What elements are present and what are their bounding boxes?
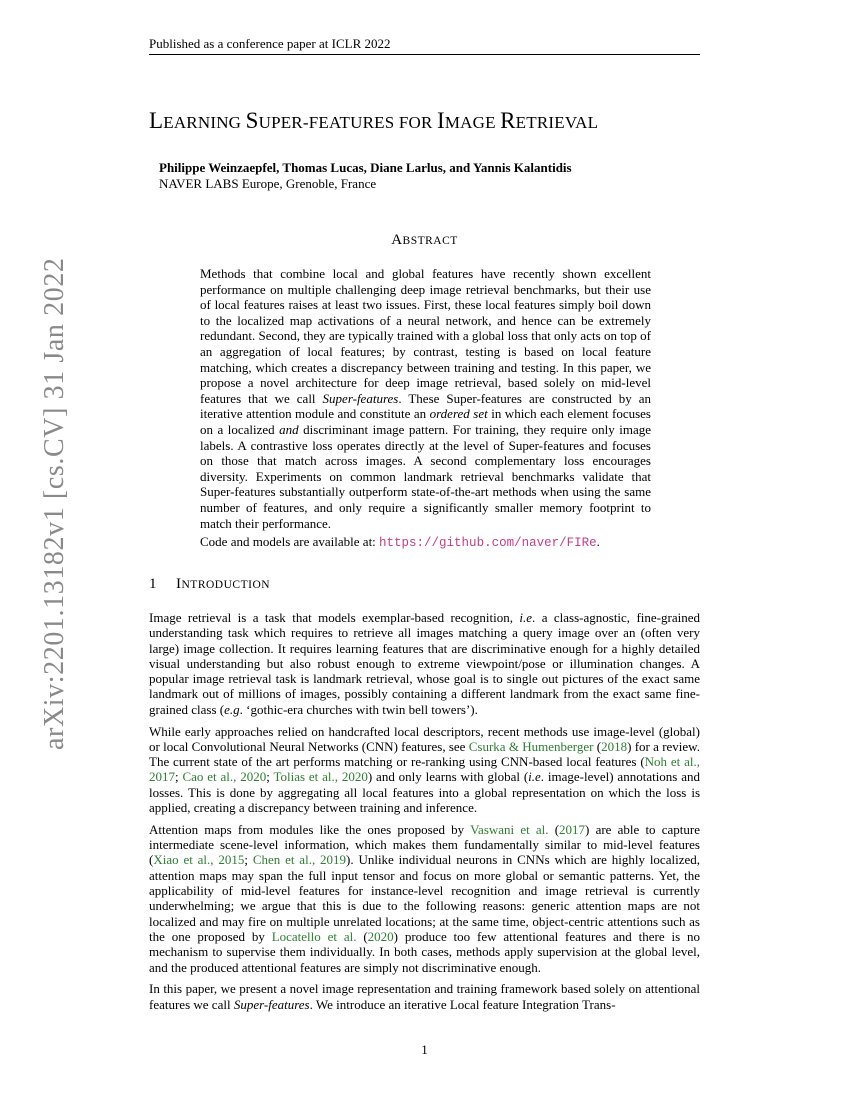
arxiv-stamp: arXiv:2201.13182v1 [cs.CV] 31 Jan 2022 [39,257,70,750]
abstract-heading-cap: A [391,232,403,248]
abstract-text [200,266,651,531]
emphasis: i.e [519,610,533,625]
abstract-emphasis: and [279,421,299,437]
text-run: In this paper, we present a novel image representation and training framework based solely on attentional features we call [149,981,700,1012]
section-title-cap: I [176,576,182,592]
text-run: . We introduce an iterative Local feature Integration Trans- [309,996,616,1012]
title-small: ETRIEVAL [515,113,599,132]
paragraph [149,981,700,1012]
citation-link[interactable]: 2020 [367,928,394,944]
emphasis: e.g [224,701,240,717]
text-run: are able to capture intermediate scene-level information, which makes them fundamentally similar to mid-level features ( [149,821,700,868]
text-run: While early approaches relied on handcrafted local descriptors, recent methods use image-level (global) or local Convolutional Neural Networks (CNN) features, see [149,723,700,754]
abstract-body [200,266,651,552]
paper-title [149,106,709,138]
text-run: . a class-agnostic, fine-grained understanding task which requires to retrieve all images matching a query image over an (often very large) image collection. It requires learning features that are discriminative enough for a highly detailed visual understanding but also robust enough to extreme viewpoint/pose or illumination changes. A popular image retrieval task is landmark retrieval, whose goal is to single out pictures of the exact same landmark out of millions of images, possibly containing a different landmark from the exact same fine-grained class ( [149,610,700,717]
author-affiliation: NAVER LABS Europe, Grenoble, France [159,176,377,191]
abstract-heading-small: BSTRACT [402,235,458,247]
citation-link[interactable]: Xiao et al., 2015 [153,852,245,868]
citation-link[interactable]: Csurka & Humenberger [468,738,594,754]
section-title-small: NTRODUCTION [181,579,271,591]
paragraph: Attention maps from modules like the ones proposed by Vaswani et al. (2017) are able to capture intermediate scene-level information, which makes them fundamentally similar to mid-level features (Xiao et al., 2015; Chen et al., 2019). Unlike individual neurons in CNNs which are highly localized, attention maps may span the full input tensor and focus on more global or semantic patterns. Yet, the applicability of mid-level features for instance-level recognition and image retrieval is currently underwhelming; we argue that this is due to the following reasons: generic attention maps are not localized and may fire on multiple unrelated locations; at the same time, object-centric attentions such as the one proposed by Locatello et al. (2020) produce too few attentional features and there is no mechanism to supervise them individually. In both cases, methods apply supervision at the global level, and the produced attentional features are simply not discriminative enough. [149,821,700,975]
text-run: ) and only learns with global ( [367,769,529,785]
abstract-emphasis: ordered set [429,406,488,422]
title-cap: L [149,108,164,133]
code-prefix: Code and models are available at: [200,534,380,550]
title-cap: S [245,108,259,133]
citation-link[interactable]: Tolias et al., 2020 [273,769,368,785]
citation-link[interactable]: Vaswani et al. [470,821,549,837]
emphasis: Super-features [233,996,310,1012]
paragraph [149,610,700,717]
abstract-text-run: in which each element focuses on a localized [200,406,651,437]
text-run: Attention maps from modules like the ones proposed by [149,821,471,837]
abstract-emphasis: Super-features [322,390,399,406]
section-number: 1 [149,576,157,592]
code-link[interactable]: https://github.com/naver/FIRe [379,536,597,551]
text-run: Image retrieval is a task that models exemplar-based recognition, [149,610,520,625]
citation-link[interactable]: 2017 [559,821,586,837]
citation-link[interactable]: Chen et al., 2019 [252,852,347,868]
emphasis: i.e [528,769,541,785]
code-suffix: . [596,534,600,550]
title-small: EARNING [163,113,246,132]
citation-link[interactable]: Cao et al., 2020 [182,769,267,785]
text-run: . image-level) annotations and losses. This is done by aggregating all local features into a global representation on which the loss is applied, creating a discrepancy between training and inference. [149,769,700,816]
text-run: . ‘gothic-era churches with twin bell towers’). [239,701,478,717]
intro-body [149,610,700,1018]
code-availability [200,534,651,552]
abstract-heading [149,231,700,250]
abstract-text-run: . These Super-features are constructed by an iterative attention module and constitute an [200,390,651,422]
author-names: Philippe Weinzaepfel, Thomas Lucas, Diane Larlus, and Yannis Kalantidis [159,160,572,175]
title-small: MAGE [444,113,501,132]
abstract-text-run: discriminant image pattern. For training, they require only image labels. A contrastive loss operates directly at the level of Super-features and focuses on those that match across images. A second complementary loss encourages diversity. Experiments on common landmark retrieval benchmarks validate that Super-features substantially outperform state-of-the-art methods when using the same number of features, and only require a significantly smaller memory footprint to match their performance. [200,421,652,531]
title-cap: I [436,108,445,133]
citation-link[interactable]: 2018 [601,738,628,754]
abstract-text-run: Methods that combine local and global features have recently shown excellent performance on multiple challenging deep image retrieval benchmarks, but their use of local features raises at least two issues. First, these local features simply boil down to the localized map activations of a neural network, and hence can be extremely redundant. Second, they are typically trained with a global loss that only acts on top of an aggregation of local features; by contrast, testing is based on local feature matching, which creates a discrepancy between training and testing. In this paper, we propose a novel architecture for deep image retrieval, based solely on mid-level features that we call [200,266,651,406]
title-small: UPER-FEATURES FOR [258,113,437,132]
text-run: produce too few attentional features and there is no mechanism to supervise them individually. In both cases, methods apply supervision at the global level, and the produced attentional features are simply not discriminative enough. [149,928,700,975]
page-number: 1 [421,1042,428,1057]
paragraph: While early approaches relied on handcrafted local descriptors, recent methods use image-level (global) or local Convolutional Neural Networks (CNN) features, see Csurka & Humenberger (2018) for a review. The current state of the art performs matching or re-ranking using CNN-based local features (Noh et al., 2017; Cao et al., 2020; Tolias et al., 2020) and only learns with global (i.e. image-level) annotations and losses. This is done by aggregating all local features into a global representation on which the loss is applied, creating a discrepancy between training and inference. [149,723,700,816]
citation-link[interactable]: Noh et al., 2017 [149,754,700,785]
author-block [159,160,699,192]
running-header: Published as a conference paper at ICLR 2022 [149,36,700,55]
title-cap: R [500,108,516,133]
section-heading [149,575,700,594]
citation-link[interactable]: Locatello et al. [271,928,357,944]
text-run: ). Unlike individual neurons in CNNs which are highly localized, attention maps may span the full input tensor and focus on more global or semantic patterns. Yet, the applicability of mid-level features for instance-level recognition and image retrieval is currently underwhelming; we argue that this is due to the following reasons: generic attention maps are not localized and may fire on multiple unrelated locations; at the same time, object-centric attentions such as the one proposed by [149,852,700,944]
text-run: for a review. The current state of the art performs matching or re-ranking using CNN-based local features ( [149,738,700,770]
